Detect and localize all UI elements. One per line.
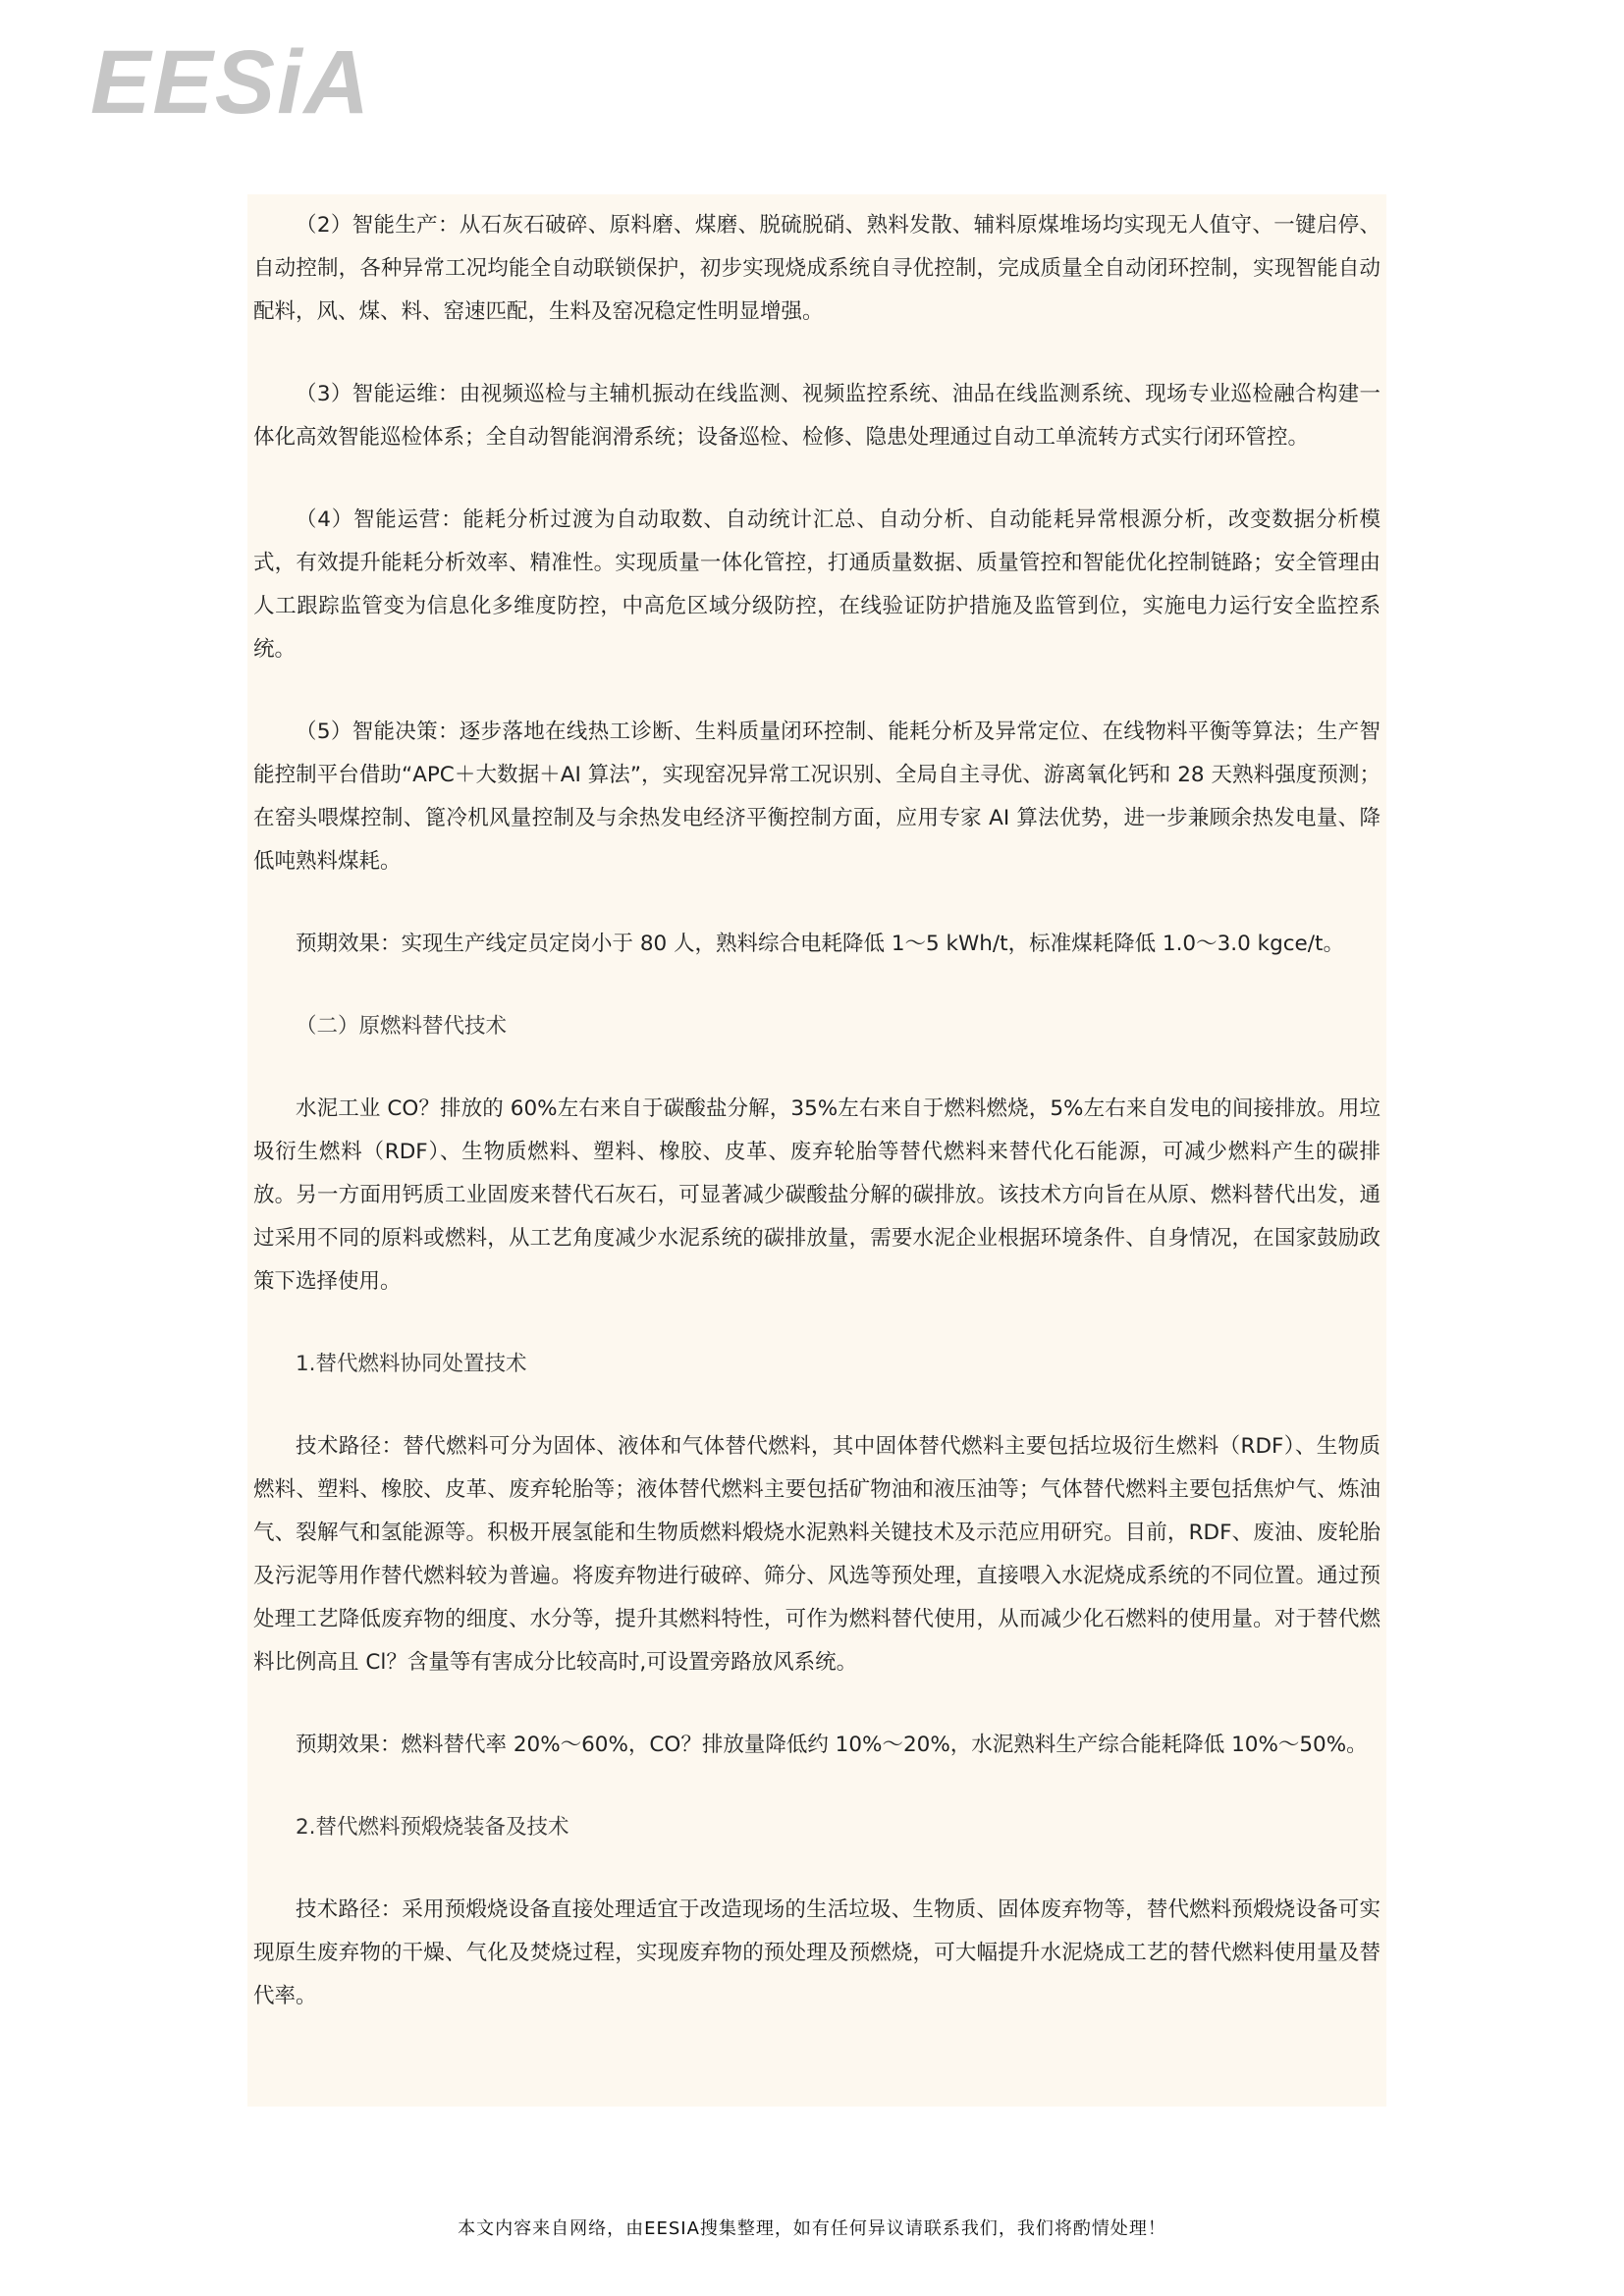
subsection-heading-alt-fuel-precalcining: 2.替代燃料预煅烧装备及技术 xyxy=(296,1815,569,1840)
paragraph-cement-emissions: 水泥工业 CO？排放的 60%左右来自于碳酸盐分解，35%左右来自于燃料燃烧，5%左右来自发电的间接排放。用垃圾衍生燃料（RDF）、生物质燃料、塑料、橡胶、皮革、废弃轮胎等替代燃料来替代化石能源，可减少燃料产生的碳排放。另一方面用钙质工业固废来替代石灰石，可显著减少碳酸盐分解的碳排放。该技术方向旨在从原、燃料替代出发，通过采用不同的原料或燃料，从工艺角度减少水泥系统的碳排放量，需要水泥企业根据环境条件、自身情况，在国家鼓励政策下选择使用。 xyxy=(253,1096,1380,1294)
page-footer: 本文内容来自网络，由EESIA搜集整理，如有任何异议请联系我们，我们将酌情处理！ xyxy=(458,2218,1166,2239)
section-heading-raw-fuel-substitution: （二）原燃料替代技术 xyxy=(296,1014,508,1039)
paragraph-smart-production: （2）智能生产：从石灰石破碎、原料磨、煤磨、脱硫脱硝、熟料发散、辅料原煤堆场均实现无人值守、一键启停、自动控制，各种异常工况均能全自动联锁保护，初步实现烧成系统自寻优控制，完成质量全自动闭环控制，实现智能自动配料，风、煤、料、窑速匹配，生料及窑况稳定性明显增强。 xyxy=(253,213,1380,324)
subsection-heading-alt-fuel-coprocessing: 1.替代燃料协同处置技术 xyxy=(296,1352,527,1376)
eesia-logo: EESiA xyxy=(90,32,372,133)
paragraph-smart-decision: （5）智能决策：逐步落地在线热工诊断、生料质量闭环控制、能耗分析及异常定位、在线物料平衡等算法；生产智能控制平台借助“APC＋大数据＋AI 算法”，实现窑况异常工况识别、全局自主寻优、游离氧化钙和 28 天熟料强度预测；在窑头喂煤控制、篦冷机风量控制及与余热发电经济平衡控制方面，应用专家 AI 算法优势，进一步兼顾余热发电量、降低吨熟料煤耗。 xyxy=(253,720,1380,874)
document-body xyxy=(247,194,1386,2107)
paragraph-expected-effect-2: 预期效果：燃料替代率 20%～60%，CO？排放量降低约 10%～20%，水泥熟料生产综合能耗降低 10%～50%。 xyxy=(296,1733,1368,1757)
paragraph-tech-path-2: 技术路径：采用预煅烧设备直接处理适宜于改造现场的生活垃圾、生物质、固体废弃物等，替代燃料预煅烧设备可实现原生废弃物的干燥、气化及焚烧过程，实现废弃物的预处理及预燃烧，可大幅提升水泥烧成工艺的替代燃料使用量及替代率。 xyxy=(253,1897,1380,2008)
paragraph-smart-operation: （4）智能运营：能耗分析过渡为自动取数、自动统计汇总、自动分析、自动能耗异常根源分析，改变数据分析模式，有效提升能耗分析效率、精准性。实现质量一体化管控，打通质量数据、质量管控和智能优化控制链路；安全管理由人工跟踪监管变为信息化多维度防控，中高危区域分级防控，在线验证防护措施及监管到位，实施电力运行安全监控系统。 xyxy=(253,507,1380,662)
paragraph-expected-effect-1: 预期效果：实现生产线定员定岗小于 80 人，熟料综合电耗降低 1～5 kWh/t，标准煤耗降低 1.0～3.0 kgce/t。 xyxy=(296,932,1344,956)
paragraph-smart-maintenance: （3）智能运维：由视频巡检与主辅机振动在线监测、视频监控系统、油品在线监测系统、现场专业巡检融合构建一体化高效智能巡检体系；全自动智能润滑系统；设备巡检、检修、隐患处理通过自动工单流转方式实行闭环管控。 xyxy=(253,382,1380,450)
paragraph-tech-path-1: 技术路径：替代燃料可分为固体、液体和气体替代燃料，其中固体替代燃料主要包括垃圾衍生燃料（RDF）、生物质燃料、塑料、橡胶、皮革、废弃轮胎等；液体替代燃料主要包括矿物油和液压油等；气体替代燃料主要包括焦炉气、炼油气、裂解气和氢能源等。积极开展氢能和生物质燃料煅烧水泥熟料关键技术及示范应用研究。目前，RDF、废油、废轮胎及污泥等用作替代燃料较为普遍。将废弃物进行破碎、筛分、风选等预处理，直接喂入水泥烧成系统的不同位置。通过预处理工艺降低废弃物的细度、水分等，提升其燃料特性，可作为燃料替代使用，从而减少化石燃料的使用量。对于替代燃料比例高且 Cl？含量等有害成分比较高时,可设置旁路放风系统。 xyxy=(253,1434,1380,1675)
